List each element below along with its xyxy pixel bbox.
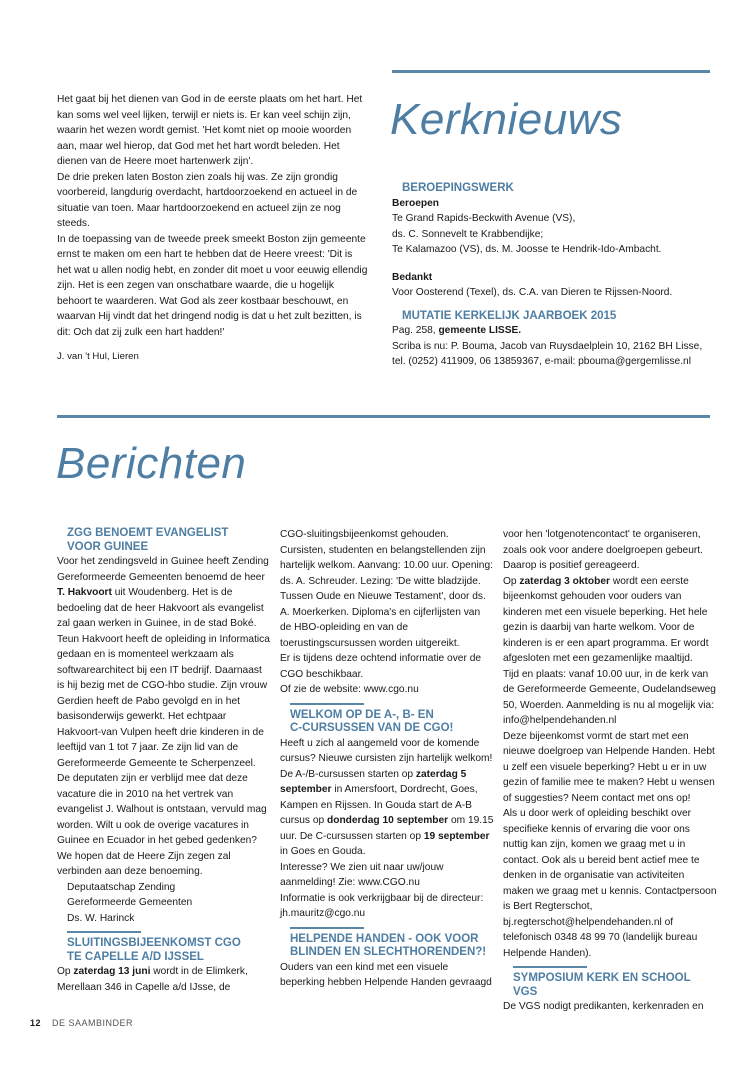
berichten-column-1 xyxy=(57,527,271,995)
helpende-handen-heading: HELPENDE HANDEN - OOK VOOR BLINDEN EN SLECHTHORENDEN?! xyxy=(290,932,487,958)
cgo-text-1: CGO-sluitingsbijeenkomst gehouden. Cursisten, studenten en belangstellenden zijn hartelijk welkom. Aanvang: 10.00 uur. Opening: ds. A. Schreuder. Lezing: 'De witte bladzijde. Tussen Oude en Nieuwe Testament', door ds. A. Moerkerken. Diploma's en cijferlijsten van de HBO-opleiding en van de toerustingscursussen worden uitgereikt. xyxy=(280,529,493,649)
beroepen-line-2: ds. C. Sonnevelt te Krabbendijke; xyxy=(392,228,544,240)
helpende-handen-text-4: Tijd en plaats: vanaf 10.00 uur, in de kerk van de Gereformeerde Gemeente, Oudelandseweg 50, Woerden. Aanmelding is nu al mogelijk via: info@helpendehanden.nl xyxy=(503,668,716,726)
section-divider xyxy=(67,931,141,933)
zgg-sign-2: Gereformeerde Gemeenten xyxy=(67,897,193,908)
footer xyxy=(30,1018,133,1028)
cgo-text-2: Er is tijdens deze ochtend informatie over de CGO beschikbaar. xyxy=(280,653,482,680)
helpende-handen-text-2: voor hen 'lotgenotencontact' te organiseren, zoals ook voor andere doelgroepen gebeurt. Daarop is positief gereageerd. xyxy=(503,529,703,571)
helpende-handen-text-5: Deze bijeenkomst vormt de start met een nieuwe doelgroep van Helpende Handen. Hebt u zelf een visuele beperking? Hebt u er in uw gezin of familie mee te maken? Hebt u wensen of suggesties? Neem contact met ons op! xyxy=(503,730,715,804)
berichten-title: Berichten xyxy=(56,439,247,488)
cgo-welcome-text-4: Informatie is ook verkrijgbaar bij de directeur: jh.mauritz@cgo.nu xyxy=(280,892,484,919)
bedankt-line: Voor Oosterend (Texel), ds. C.A. van Dieren te Rijssen-Noord. xyxy=(392,287,673,298)
kerknieuws-top-rule xyxy=(392,70,710,73)
cgo-welcome-text-2: De A-/B-cursussen starten op zaterdag 5 september in Amersfoort, Dordrecht, Goes, Kampen en Rijssen. In Gouda start de A-B cursus op donderdag 10 september om 19.15 uur. De C-cursussen starten op 19 september in Goes en Gouda. xyxy=(280,768,494,857)
mutatie-heading: MUTATIE KERKELIJK JAARBOEK 2015 xyxy=(402,309,617,322)
mutatie-line-3: tel. (0252) 411909, 06 13859367, e-mail: pbouma@gergemlisse.nl xyxy=(392,356,691,367)
mutatie-line-2: Scriba is nu: P. Bouma, Jacob van Ruysdaelplein 10, 2162 BH Lisse, xyxy=(392,340,703,352)
zgg-sign-1: Deputaatschap Zending xyxy=(67,881,176,893)
kerknieuws-content xyxy=(392,182,722,370)
page-number: 12 xyxy=(30,1018,42,1028)
cgo-welcome-text-3: Interesse? We zien uit naar uw/jouw aanmelding! Zie: www.CGO.nu xyxy=(280,861,444,888)
mutatie-line-1: Pag. 258, gemeente LISSE. xyxy=(392,325,522,336)
intro-paragraph-2: De drie preken laten Boston zien zoals hij was. Ze zijn grondig voorbereid, langdurig overdacht, hartdoorzoekend en actueel in de situatie van toen. Maar hartdoorzoekend en actueel zijn ze nog steeds. xyxy=(57,171,358,229)
zgg-text-1: Voor het zendingsveld in Guinee heeft Zending Gereformeerde Gemeenten benoemd de heer T. Hakvoort uit Woudenberg. Het is de bedoeling dat de heer Hakvoort als evangelist zal gaan werken in Guinee, in de stad Boké. xyxy=(57,556,269,629)
symposium-text-1: De VGS nodigt predikanten, kerkenraden en xyxy=(503,1001,704,1012)
zgg-text-4: We hopen dat de Heere Zijn zegen zal verbinden aan deze benoeming. xyxy=(57,850,231,877)
bedankt-label: Bedankt xyxy=(392,271,433,283)
berichten-top-rule xyxy=(57,415,710,418)
berichten-column-2 xyxy=(280,527,494,991)
cgo-closing-heading: SLUITINGSBIJEENKOMST CGO TE CAPELLE A/D IJSSEL xyxy=(67,937,241,963)
helpende-handen-text-6: Als u door werk of opleiding beschikt over specifieke kennis of ervaring die voor ons nuttig kan zijn, komen we graag met u in contact. Ook als u bereid bent actief mee te denken in de organisatie van activiteiten maken we graag met u kennis. Contactpersoon is Bert Regterschot, bj.regterschot@helpendehanden.nl of telefonisch 0348 48 99 70 (landelijk bureau Helpende Handen). xyxy=(503,808,717,959)
kerknieuws-title: Kerknieuws xyxy=(390,95,623,144)
helpende-handen-text-3: Op zaterdag 3 oktober wordt een eerste bijeenkomst gehouden voor ouders van kinderen met een visuele beperking. Het hele gezin is daarbij van harte welkom. Voor de kinderen is er een apart programma. Er wordt afgesloten met een gezamenlijke maaltijd. xyxy=(503,575,709,664)
section-divider xyxy=(290,703,364,705)
section-divider xyxy=(290,927,364,929)
zgg-heading: ZGG BENOEMT EVANGELIST VOOR GUINEE xyxy=(67,527,229,553)
intro-paragraph-3: In de toepassing van de tweede preek smeekt Boston zijn gemeente ernst te maken om een hart te hebben dat de Heere vreest: 'Dit is het wat u allen nodig hebt, en zonder dit moet u voor eeuwig ellendig zijn. Het is een zegen van onschatbare waarde, die u hogelijk behoort te waarderen. Wat God als zeer kostbaar beschouwt, en waarvan Hij vindt dat het dringend nodig is dat u het zult bezitten, is dit: Och dat zij zulk een hart hadden!' xyxy=(57,233,368,338)
zgg-text-2: Teun Hakvoort heeft de opleiding in Informatica gedaan en is momenteel werkzaam als softwarearchitect bij een IT bedrijf. Daarnaast is hij bezig met de CGO-hbo studie. Zijn vrouw Gerdien heeft de Pabo gevolgd en in het basisonderwijs gewerkt. Het echtpaar Hakvoort-van Vulpen heeft drie kinderen in de leeftijd van 1 tot 7 jaar. Ze zijn lid van de Gereformeerde Gemeente te Scherpenzeel. xyxy=(57,633,270,769)
cgo-text-3: Of zie de website: www.cgo.nu xyxy=(280,684,419,695)
section-divider xyxy=(513,966,587,968)
magazine-name: DE SAAMBINDER xyxy=(52,1018,134,1028)
cgo-welcome-text-1: Heeft u zich al aangemeld voor de komende cursus? Nieuwe cursisten zijn hartelijk welkom! xyxy=(280,737,493,764)
beroepen-line-3: Te Kalamazoo (VS), ds. M. Joosse te Hendrik-Ido-Ambacht. xyxy=(392,244,662,255)
cgo-closing-text: Op zaterdag 13 juni wordt in de Elimkerk, Merellaan 346 in Capelle a/d IJsse, de xyxy=(57,966,248,993)
zgg-sign-3: Ds. W. Harinck xyxy=(67,912,135,924)
cgo-welcome-heading: WELKOM OP DE A-, B- EN C-CURSUSSEN VAN DE CGO! xyxy=(290,708,454,734)
beroepingswerk-heading: BEROEPINGSWERK xyxy=(402,182,514,194)
zgg-text-3: De deputaten zijn er verblijd mee dat deze vacature die in 2010 na het vertrek van evangelist J. Walhout is ontstaan, vervuld mag worden. Wilt u ook de overige vacatures in Guinee en Ecuador in het gebed gedenken? xyxy=(57,773,267,846)
berichten-column-3 xyxy=(503,527,717,1015)
beroepen-line-1: Te Grand Rapids-Beckwith Avenue (VS), xyxy=(392,213,576,224)
helpende-handen-text-1: Ouders van een kind met een visuele beperking hebben Helpende Handen gevraagd xyxy=(280,961,492,988)
intro-article xyxy=(57,92,369,364)
beroepen-label: Beroepen xyxy=(392,197,439,209)
intro-signature: J. van 't Hul, Lieren xyxy=(57,351,139,362)
intro-paragraph-1: Het gaat bij het dienen van God in de eerste plaats om het hart. Het kan soms wel veel lijken, terwijl er niets is. Er kan veel schijn zijn, waarin het wezen wordt gemist. 'Het komt niet op mooie woorden aan, maar wel hierop, dat God met het hart wordt beleden. Het dienen van de Heere moet hartenwerk zijn'. xyxy=(57,94,363,167)
symposium-heading: SYMPOSIUM KERK EN SCHOOL VGS xyxy=(513,972,691,998)
